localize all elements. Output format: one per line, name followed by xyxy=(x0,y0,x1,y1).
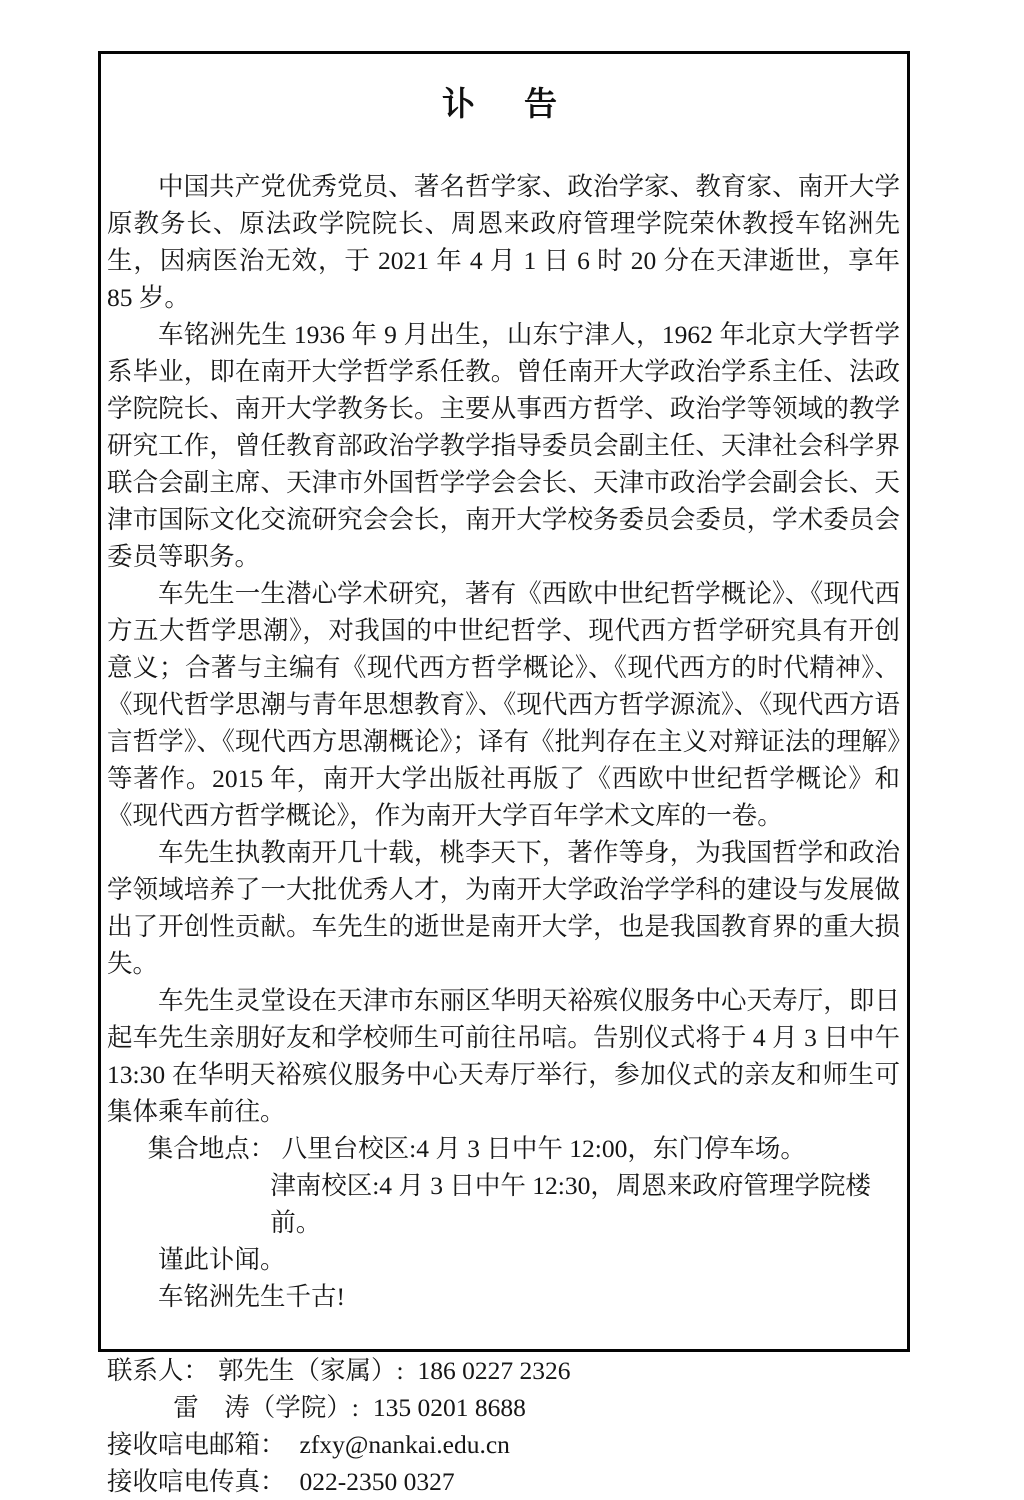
contact-person2-name: 雷 涛（学院）: xyxy=(173,1393,359,1422)
paragraph-memorial-arrangements: 车先生灵堂设在天津市东丽区华明天裕殡仪服务中心天寿厅，即日起车先生亲朋好友和学校师生可前往吊唁。告别仪式将于 4 月 3 日中午 13:30 在华明天裕殡仪服务中心天寿厅举行，参加仪式的亲友和师生可集体乘车前往。 xyxy=(107,986,900,1126)
contact-email-value: zfxy@nankai.edu.cn xyxy=(299,1430,510,1459)
contact-fax-row xyxy=(107,1463,900,1500)
assembly-point-line-balitai: 集合地点： 八里台校区:4 月 3 日中午 12:00，东门停车场。 xyxy=(147,1134,806,1163)
contact-person2-row xyxy=(107,1389,900,1426)
notice-frame xyxy=(98,51,910,1496)
paragraph-biography: 车铭洲先生 1936 年 9 月出生，山东宁津人，1962 年北京大学哲学系毕业，即在南开大学哲学系任教。曾任南开大学政治学系主任、法政学院院长、南开大学教务长。主要从事西方哲学、政治学等领域的教学研究工作，曾任教育部政治学教学指导委员会副主任、天津社会科学界联合会副主席、天津市外国哲学学会会长、天津市政治学会副会长、天津市国际文化交流研究会会长，南开大学校务委员会委员，学术委员会委员等职务。 xyxy=(107,320,900,571)
contact-person2-phone: 135 0201 8688 xyxy=(372,1393,526,1422)
paragraph-death-announcement: 中国共产党优秀党员、著名哲学家、政治学家、教育家、南开大学原教务长、原法政学院院长、周恩来政府管理学院荣休教授车铭洲先生，因病医治无效，于 2021 年 4 月 1 日 6 时 20 分在天津逝世，享年 85 岁。 xyxy=(107,172,900,312)
contact-person1-phone: 186 0227 2326 xyxy=(417,1356,571,1385)
contact-label: 联系人： xyxy=(107,1356,210,1385)
notice-body xyxy=(107,168,900,1500)
contact-person1-row xyxy=(107,1352,900,1389)
contact-fax-value: 022-2350 0327 xyxy=(299,1467,455,1496)
contact-person1-name: 郭先生（家属）: xyxy=(217,1356,404,1385)
paragraph-contributions: 车先生执教南开几十载，桃李天下，著作等身，为我国哲学和政治学领域培养了一大批优秀人才，为南开大学政治学学科的建设与发展做出了开创性贡献。车先生的逝世是南开大学，也是我国教育界的重大损失。 xyxy=(107,838,900,978)
paragraph-academic-works: 车先生一生潜心学术研究，著有《西欧中世纪哲学概论》、《现代西方五大哲学思潮》，对我国的中世纪哲学、现代西方哲学研究具有开创意义；合著与主编有《现代西方哲学概论》、《现代西方的时代精神》、《现代哲学思潮与青年思想教育》、《现代西方哲学源流》、《现代西方语言哲学》、《现代西方思潮概论》；译有《批判存在主义对辩证法的理解》等著作。2015 年，南开大学出版社再版了《西欧中世纪哲学概论》和《现代西方哲学概论》，作为南开大学百年学术文库的一卷。 xyxy=(107,579,900,830)
notice-title: 讣 告 xyxy=(442,87,565,123)
contact-email-label: 接收唁电邮箱： xyxy=(107,1430,286,1459)
memorial-tribute-line: 车铭洲先生千古! xyxy=(158,1282,345,1311)
contact-fax-label: 接收唁电传真： xyxy=(107,1467,286,1496)
contact-email-row xyxy=(107,1426,900,1463)
assembly-point-line-jinnan: 津南校区:4 月 3 日中午 12:30，周恩来政府管理学院楼前。 xyxy=(270,1171,871,1237)
closing-line: 谨此讣闻。 xyxy=(158,1245,286,1274)
spacer xyxy=(107,1315,900,1352)
